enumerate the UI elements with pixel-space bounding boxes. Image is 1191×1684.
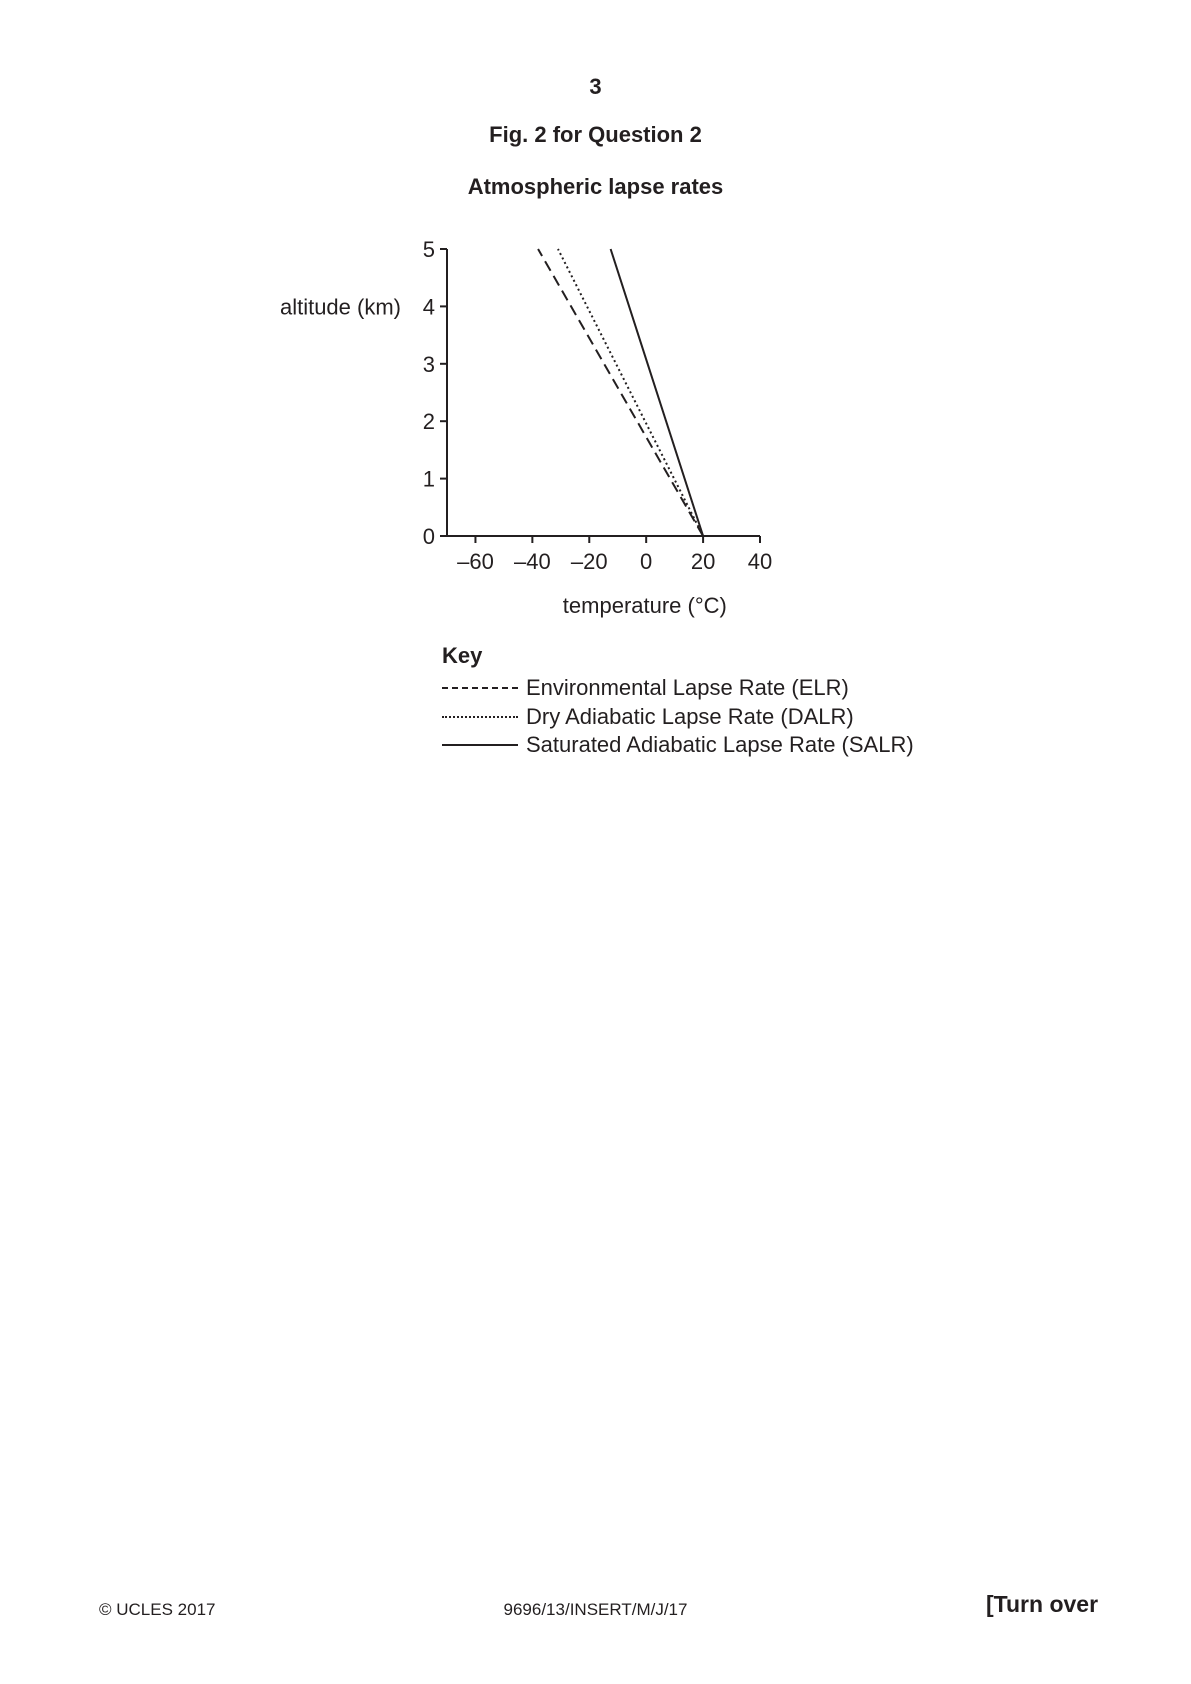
- legend-item-dalr: [442, 703, 914, 732]
- chart-title: Atmospheric lapse rates: [467, 174, 724, 199]
- x-tick-label: –20: [570, 549, 608, 574]
- footer-turn-over: [Turn over: [986, 1591, 1099, 1617]
- series-line-salr: [611, 249, 703, 536]
- page-number: 3: [589, 74, 602, 99]
- footer-copyright: © UCLES 2017: [99, 1600, 216, 1619]
- x-tick-label: 0: [640, 549, 653, 574]
- y-tick-label: 3: [422, 351, 435, 377]
- y-tick-label: 1: [422, 466, 435, 492]
- legend-swatch: [442, 744, 518, 746]
- legend-label: Saturated Adiabatic Lapse Rate (SALR): [526, 732, 914, 758]
- footer-paper-code: 9696/13/INSERT/M/J/17: [503, 1600, 688, 1619]
- x-tick-label: 40: [747, 549, 773, 574]
- x-axis-label: temperature (°C): [562, 593, 727, 618]
- x-tick-label: –60: [457, 549, 494, 574]
- y-tick-label: 2: [422, 409, 435, 435]
- legend-swatch: [442, 687, 518, 689]
- legend-label: Dry Adiabatic Lapse Rate (DALR): [526, 703, 854, 729]
- x-tick-label: 20: [690, 549, 716, 574]
- y-axis-label: altitude (km): [279, 294, 401, 320]
- figure-caption: Fig. 2 for Question 2: [489, 122, 702, 147]
- legend-swatch: [442, 716, 518, 718]
- legend-label: Environmental Lapse Rate (ELR): [526, 675, 849, 701]
- series-line-elr: [538, 249, 703, 536]
- legend-item-elr: [442, 674, 914, 703]
- legend-item-salr: [442, 731, 914, 760]
- y-tick-label: 0: [422, 524, 435, 549]
- key-heading: Key: [442, 643, 483, 668]
- y-tick-label: 5: [422, 237, 435, 262]
- y-tick-label: 4: [422, 294, 435, 320]
- chart-legend: [442, 674, 914, 760]
- series-line-dalr: [558, 249, 703, 536]
- x-tick-label: –40: [514, 549, 551, 574]
